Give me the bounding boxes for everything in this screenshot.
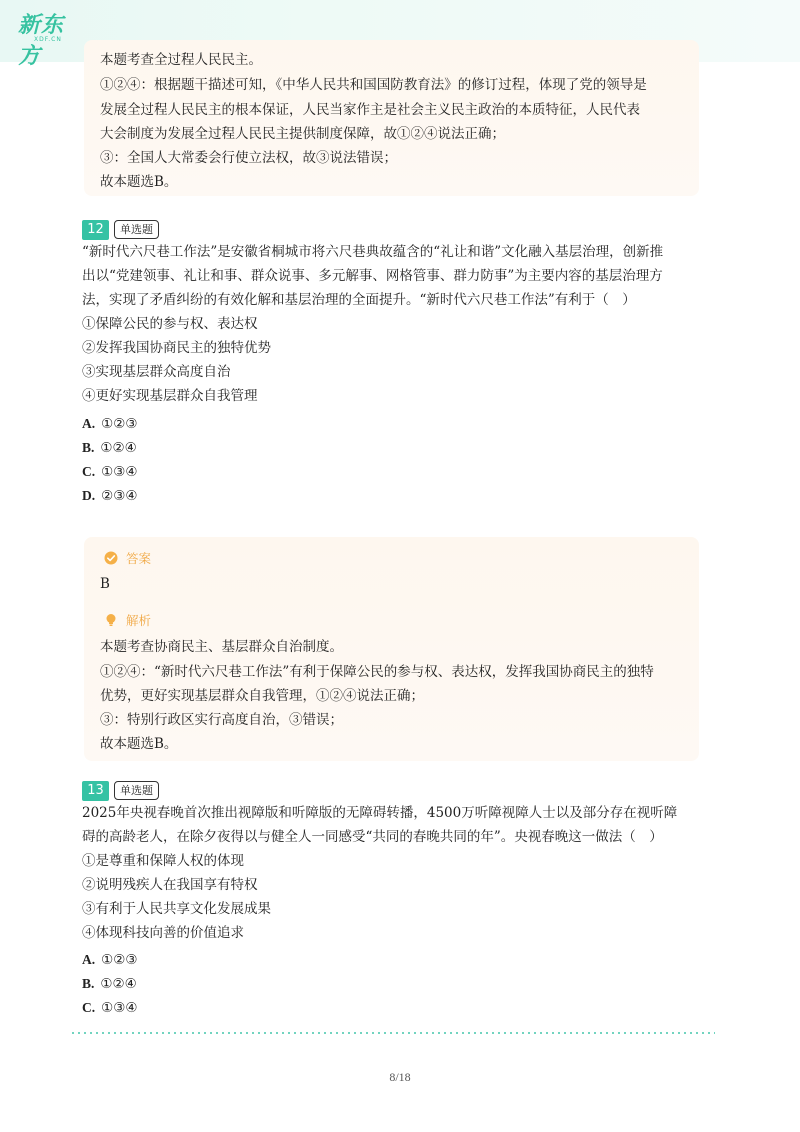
- option-a[interactable]: [82, 950, 137, 970]
- statement-item: ①是尊重和保障人权的体现: [82, 853, 244, 869]
- lightbulb-icon: [104, 613, 118, 627]
- question-stem-line: 碍的高龄老人，在除夕夜得以与健全人一同感受“共同的春晚共同的年”。央视春晚这一做法（ ）: [82, 829, 663, 845]
- brand-logo: [18, 8, 78, 69]
- option-c[interactable]: [82, 462, 137, 482]
- option-letter: A.: [82, 416, 96, 431]
- option-text: ①②④: [100, 440, 137, 456]
- option-text: ②③④: [101, 488, 138, 504]
- statement-item: ④体现科技向善的价值追求: [82, 925, 244, 941]
- question-stem-line: 出以“党建领事、礼让和事、群众说事、多元解事、网格管事、群力防事”为主要内容的基层治理方: [82, 268, 663, 284]
- option-letter: B.: [82, 440, 95, 455]
- option-letter: C.: [82, 1000, 96, 1015]
- prev-analysis-line: 发展全过程人民民主的根本保证，人民当家作主是社会主义民主政治的本质特征，人民代表: [100, 102, 640, 118]
- option-text: ①③④: [101, 1000, 138, 1016]
- question-type-tag: 单选题: [114, 220, 159, 239]
- statement-item: ②发挥我国协商民主的独特优势: [82, 340, 271, 356]
- question-number-badge: 13: [82, 781, 109, 801]
- option-text: ①②③: [101, 416, 138, 432]
- analysis-line: ③：特别行政区实行高度自治，③错误；: [100, 712, 343, 728]
- page-number: 8/18: [389, 1070, 411, 1084]
- analysis-line: 故本题选B。: [100, 736, 178, 752]
- prev-analysis-line: ①②④：根据题干描述可知，《中华人民共和国国防教育法》的修订过程，体现了党的领导是: [100, 77, 647, 93]
- option-a[interactable]: [82, 414, 137, 434]
- option-text: ①②④: [100, 976, 137, 992]
- question-stem-line: 法，实现了矛盾纠纷的有效化解和基层治理的全面提升。“新时代六尺巷工作法”有利于（ ）: [82, 292, 636, 308]
- logo-subtext: XDF.CN: [34, 36, 62, 43]
- question-number-badge: 12: [82, 220, 109, 240]
- option-b[interactable]: [82, 974, 137, 994]
- option-b[interactable]: [82, 438, 137, 458]
- statement-item: ①保障公民的参与权、表达权: [82, 316, 258, 332]
- option-text: ①②③: [101, 952, 138, 968]
- statement-item: ④更好实现基层群众自我管理: [82, 388, 258, 404]
- option-d[interactable]: [82, 486, 137, 506]
- option-text: ①③④: [101, 464, 138, 480]
- option-letter: C.: [82, 464, 96, 479]
- question-type-tag: 单选题: [114, 781, 159, 800]
- statement-item: ③实现基层群众高度自治: [82, 364, 231, 380]
- check-badge-icon: [104, 551, 118, 565]
- answer-tag: [104, 548, 151, 568]
- prev-analysis-line: 本题考查全过程人民民主。: [100, 52, 262, 68]
- analysis-line: 本题考查协商民主、基层群众自治制度。: [100, 639, 343, 655]
- question-stem-line: “新时代六尺巷工作法”是安徽省桐城市将六尺巷典故蕴含的“礼让和谐”文化融入基层治理，创新推: [82, 244, 664, 260]
- logo-text: 新东方: [18, 13, 65, 69]
- analysis-label: 解析: [126, 613, 152, 628]
- prev-analysis-line: 故本题选B。: [100, 174, 178, 190]
- dotted-divider: [70, 1032, 715, 1034]
- option-c[interactable]: [82, 998, 137, 1018]
- prev-analysis-line: ③：全国人大常委会行使立法权，故③说法错误；: [100, 150, 397, 166]
- statement-item: ③有利于人民共享文化发展成果: [82, 901, 271, 917]
- answer-label: 答案: [126, 551, 152, 566]
- option-letter: B.: [82, 976, 95, 991]
- option-letter: D.: [82, 488, 96, 503]
- option-letter: A.: [82, 952, 96, 967]
- question-stem-line: 2025年央视春晚首次推出视障版和听障版的无障碍转播，4500万听障视障人士以及部分存在视听障: [82, 805, 678, 821]
- analysis-line: ①②④：“新时代六尺巷工作法”有利于保障公民的参与权、表达权，发挥我国协商民主的独特: [100, 664, 654, 680]
- answer-value: B: [100, 576, 110, 592]
- analysis-tag: [104, 610, 151, 630]
- statement-item: ②说明残疾人在我国享有特权: [82, 877, 258, 893]
- prev-analysis-line: 大会制度为发展全过程人民民主提供制度保障，故①②④说法正确；: [100, 126, 505, 142]
- analysis-line: 优势，更好实现基层群众自我管理，①②④说法正确；: [100, 688, 424, 704]
